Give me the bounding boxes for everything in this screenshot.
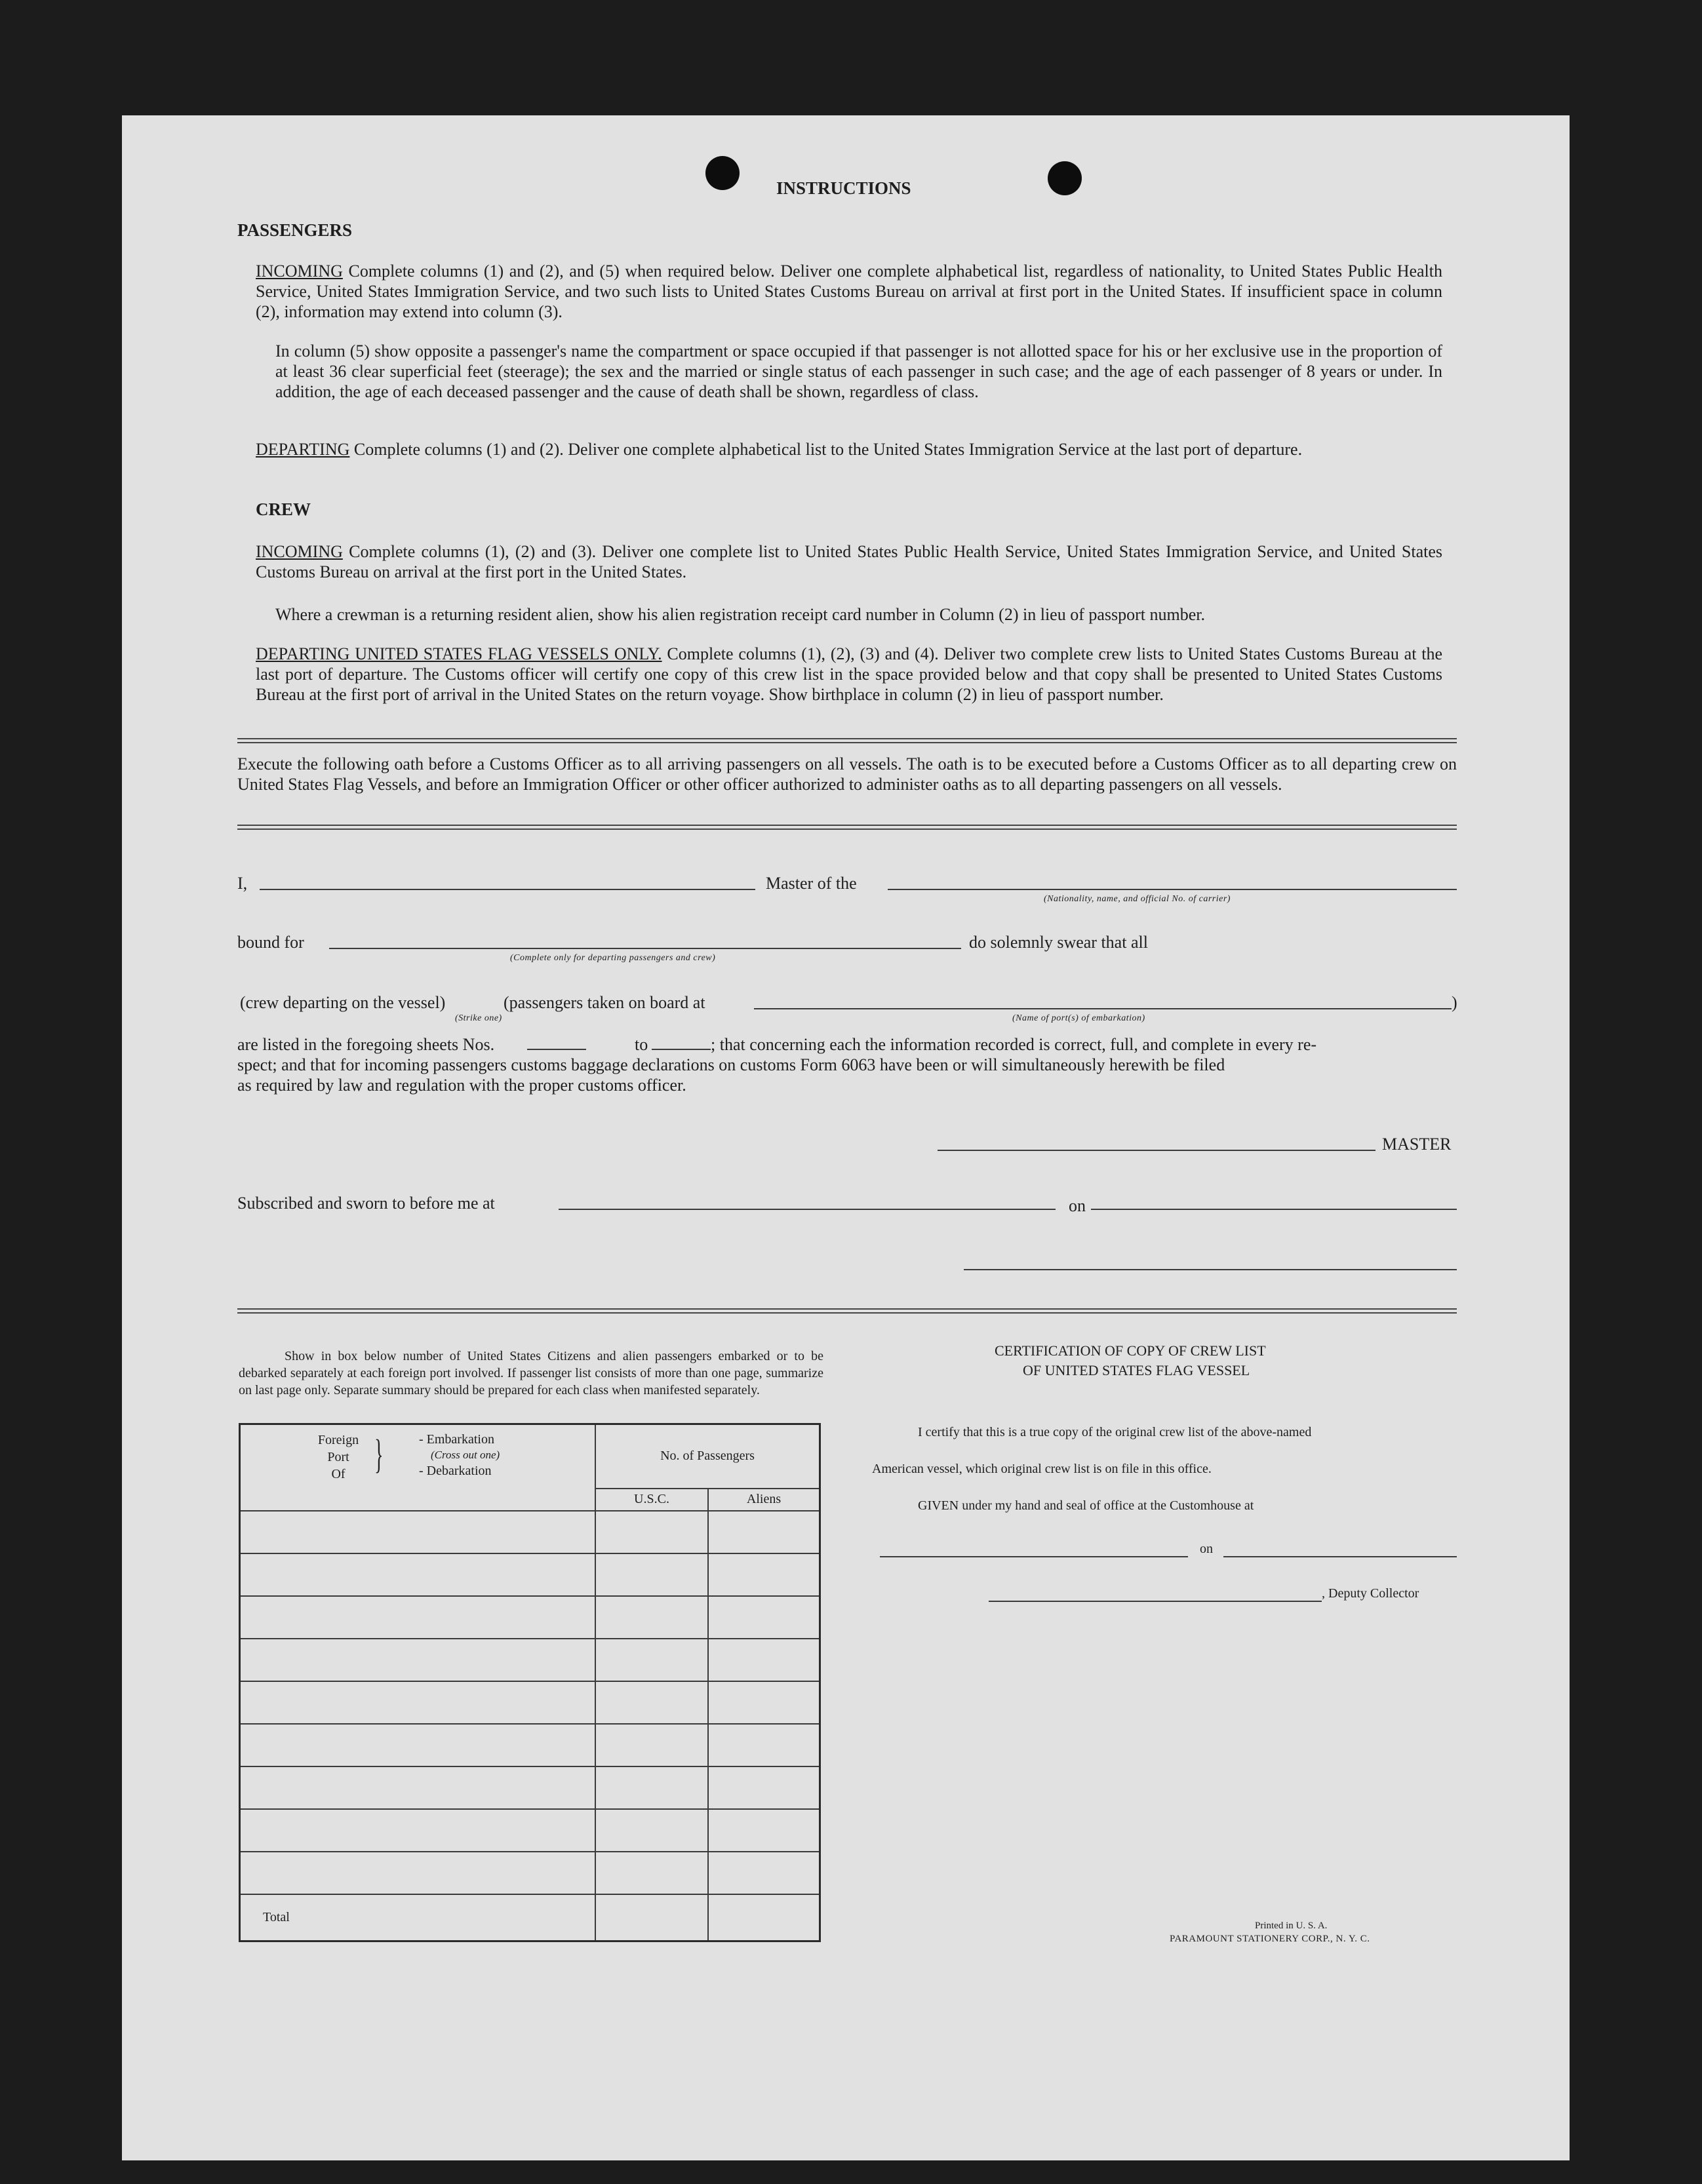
- port-cell[interactable]: [240, 1681, 596, 1724]
- sheets-line1-rest: ; that concerning each the information recorded is correct, full, and complete in every re-: [711, 1035, 1317, 1054]
- crew-incoming-text: Complete columns (1), (2) and (3). Deliver one complete list to United States Public Health Service, United States Immigration Service, and United States Customs Bureau on arrival at the first port in the United States.: [256, 542, 1443, 581]
- punch-hole-left: [705, 156, 740, 190]
- bound-for-caption: (Complete only for departing passengers and crew): [510, 953, 716, 963]
- usc-header: U.S.C.: [595, 1489, 708, 1511]
- certification-on-label: on: [1200, 1542, 1213, 1556]
- certify-line1: I certify that this is a true copy of the original crew list of the above-named: [918, 1425, 1312, 1439]
- oath-instruction-paragraph: Execute the following oath before a Customs Officer as to all arriving passengers on all vessels. The oath is to be executed before a Customs Officer as to all departing crew on United States Flag Vessels, and before an Immigration Officer or other officer authorized to administer oaths as to all departing passengers on all vessels.: [237, 754, 1457, 794]
- sworn-place-field[interactable]: [559, 1209, 1056, 1210]
- certification-date-field[interactable]: [1223, 1556, 1457, 1557]
- crew-departing-text: Complete columns (1), (2), (3) and (4). Deliver two complete crew lists to United States Customs Bureau at the last port of departure. The Customs officer will certify one copy of this crew list in the space provided below and that copy shall be presented to United States Customs Bureau at the first port of arrival in the United States on the return voyage. Show birthplace in column (2) in lieu of passport number.: [256, 644, 1443, 704]
- port-cell[interactable]: [240, 1724, 596, 1766]
- section-divider-1: [237, 738, 1457, 743]
- usc-cell[interactable]: [595, 1724, 708, 1766]
- column5-paragraph: In column (5) show opposite a passenger's name the compartment or space occupied if that passenger is not allotted space for his or her exclusive use in the proportion of at least 36 clear superficial feet (steerage); the sex and the married or single status of each passenger in such case; and the age of each passenger of 8 years or under. In addition, the age of each deceased passenger and the cause of death shall be shown, regardless of class.: [275, 341, 1442, 401]
- total-label: Total: [263, 1909, 290, 1924]
- aliens-cell[interactable]: [708, 1639, 820, 1681]
- of-label: Of: [331, 1467, 346, 1481]
- port-cell[interactable]: [240, 1766, 596, 1809]
- section-divider-2: [237, 825, 1457, 830]
- total-row: [240, 1894, 820, 1941]
- printer-label: PARAMOUNT STATIONERY CORP., N. Y. C.: [1170, 1934, 1370, 1944]
- table-row: [240, 1596, 820, 1639]
- debarkation-label: - Debarkation: [419, 1464, 492, 1478]
- passengers-incoming-text: Complete columns (1) and (2), and (5) when required below. Deliver one complete alphabetical list, regardless of nationality, to United States Public Health Service, United States Immigration Service, and two such lists to United States Customs Bureau on arrival at first port in the United States. If insufficient space in column (2), information may extend into column (3).: [256, 262, 1442, 321]
- foreign-label: Foreign: [317, 1433, 359, 1447]
- aliens-cell[interactable]: [708, 1852, 820, 1894]
- table-row: [240, 1639, 820, 1681]
- resident-alien-paragraph: Where a crewman is a returning resident alien, show his alien registration receipt card number in Column (2) in lieu of passport number.: [275, 605, 1206, 624]
- table-row: [240, 1681, 820, 1724]
- passengers-heading: PASSENGERS: [237, 220, 353, 240]
- crew-incoming-paragraph: [256, 541, 1442, 582]
- close-paren: ): [1452, 993, 1457, 1012]
- sworn-date-field[interactable]: [1091, 1209, 1457, 1210]
- customhouse-field[interactable]: [880, 1556, 1188, 1557]
- port-cell[interactable]: [240, 1511, 596, 1553]
- crew-departing-label: DEPARTING UNITED STATES FLAG VESSELS ONLY.: [256, 644, 662, 663]
- table-row: [240, 1809, 820, 1852]
- brace-symbol: }: [374, 1432, 384, 1477]
- port-cell[interactable]: [240, 1596, 596, 1639]
- port-cell[interactable]: [240, 1809, 596, 1852]
- given-line: GIVEN under my hand and seal of office at the Customhouse at: [918, 1498, 1254, 1513]
- usc-cell[interactable]: [595, 1681, 708, 1724]
- table-row: [240, 1724, 820, 1766]
- sheets-line2: spect; and that for incoming passengers customs baggage declarations on customs Form 6063 have been or will simultaneously herewith be filed: [237, 1055, 1225, 1074]
- usc-cell[interactable]: [595, 1809, 708, 1852]
- passengers-taken-option: (passengers taken on board at: [504, 993, 705, 1012]
- crew-departing-option: (crew departing on the vessel): [240, 993, 446, 1012]
- aliens-cell[interactable]: [708, 1511, 820, 1553]
- aliens-cell[interactable]: [708, 1809, 820, 1852]
- port-cell[interactable]: [240, 1639, 596, 1681]
- swear-label: do solemnly swear that all: [969, 933, 1148, 952]
- usc-cell[interactable]: [595, 1766, 708, 1809]
- embarkation-label: - Embarkation: [419, 1432, 494, 1447]
- usc-cell[interactable]: [595, 1852, 708, 1894]
- crew-incoming-label: INCOMING: [256, 542, 343, 561]
- crew-heading: CREW: [256, 499, 311, 519]
- aliens-cell[interactable]: [708, 1553, 820, 1596]
- to-label: to: [635, 1035, 648, 1054]
- usc-cell[interactable]: [595, 1639, 708, 1681]
- passenger-summary-table: [239, 1423, 821, 1942]
- punch-hole-right: [1048, 161, 1082, 195]
- aliens-cell[interactable]: [708, 1596, 820, 1639]
- usc-cell[interactable]: [595, 1596, 708, 1639]
- oath-i-label: I,: [237, 874, 248, 893]
- sheets-line3: as required by law and regulation with the proper customs officer.: [237, 1076, 686, 1095]
- bound-for-field[interactable]: [329, 948, 961, 949]
- passengers-departing-paragraph: [256, 439, 1442, 459]
- total-label-cell: [240, 1894, 596, 1941]
- printed-in-label: Printed in U. S. A.: [1255, 1921, 1328, 1931]
- port-label: Port: [327, 1450, 349, 1464]
- table-row: [240, 1511, 820, 1553]
- table-row: [240, 1553, 820, 1596]
- officer-signature-field[interactable]: [964, 1269, 1457, 1270]
- usc-cell[interactable]: [595, 1553, 708, 1596]
- ports-caption: (Name of port(s) of embarkation): [1012, 1013, 1145, 1023]
- master-label: MASTER: [1382, 1135, 1452, 1154]
- embarkation-ports-field[interactable]: [754, 1008, 1452, 1009]
- deputy-collector-label: , Deputy Collector: [1322, 1586, 1419, 1601]
- crew-departing-paragraph: [256, 644, 1442, 705]
- certification-title-line2: OF UNITED STATES FLAG VESSEL: [1023, 1362, 1250, 1378]
- no-of-passengers-header: No. of Passengers: [595, 1424, 820, 1489]
- total-aliens-cell[interactable]: [708, 1894, 820, 1941]
- aliens-cell[interactable]: [708, 1766, 820, 1809]
- sworn-on-label: on: [1069, 1196, 1086, 1215]
- sheet-to-field[interactable]: [652, 1049, 711, 1050]
- master-signature-field[interactable]: [938, 1150, 1375, 1151]
- cross-out-one-label: (Cross out one): [431, 1449, 500, 1461]
- usc-cell[interactable]: [595, 1511, 708, 1553]
- strike-one-caption: (Strike one): [455, 1013, 502, 1023]
- total-usc-cell[interactable]: [595, 1894, 708, 1941]
- certify-line2: American vessel, which original crew list is on file in this office.: [872, 1462, 1212, 1476]
- table-row: [240, 1766, 820, 1809]
- summary-instructions: Show in box below number of United States Citizens and alien passengers embarked or to be debarked separately at each foreign port involved. If passenger list consists of more than one page, summarize on last page only. Separate summary should be prepared for each class when manifested separately.: [239, 1349, 823, 1397]
- passengers-incoming-label: INCOMING: [256, 262, 343, 281]
- certification-title-line1: CERTIFICATION OF COPY OF CREW LIST: [995, 1342, 1266, 1359]
- aliens-header: Aliens: [708, 1489, 820, 1511]
- port-cell[interactable]: [240, 1553, 596, 1596]
- foreign-port-header: [240, 1424, 596, 1511]
- carrier-caption: (Nationality, name, and official No. of carrier): [1044, 894, 1231, 904]
- deputy-collector-signature-field[interactable]: [989, 1601, 1322, 1602]
- subscribed-label: Subscribed and sworn to before me at: [237, 1194, 495, 1213]
- bound-for-label: bound for: [237, 933, 304, 952]
- aliens-cell[interactable]: [708, 1724, 820, 1766]
- form-page: [122, 115, 1570, 2160]
- passengers-incoming-paragraph: [256, 261, 1442, 322]
- passengers-departing-text: Complete columns (1) and (2). Deliver one complete alphabetical list to the United States Immigration Service at the last port of departure.: [353, 440, 1303, 459]
- carrier-field[interactable]: [888, 889, 1457, 890]
- port-cell[interactable]: [240, 1852, 596, 1894]
- master-name-field[interactable]: [260, 889, 755, 890]
- master-of-the-label: Master of the: [766, 874, 857, 893]
- table-row: [240, 1852, 820, 1894]
- aliens-cell[interactable]: [708, 1681, 820, 1724]
- sheet-from-field[interactable]: [527, 1049, 586, 1050]
- page-title: INSTRUCTIONS: [776, 178, 911, 198]
- sheets-label: are listed in the foregoing sheets Nos.: [237, 1035, 495, 1054]
- section-divider-3: [237, 1308, 1457, 1314]
- passengers-departing-label: DEPARTING: [256, 440, 350, 459]
